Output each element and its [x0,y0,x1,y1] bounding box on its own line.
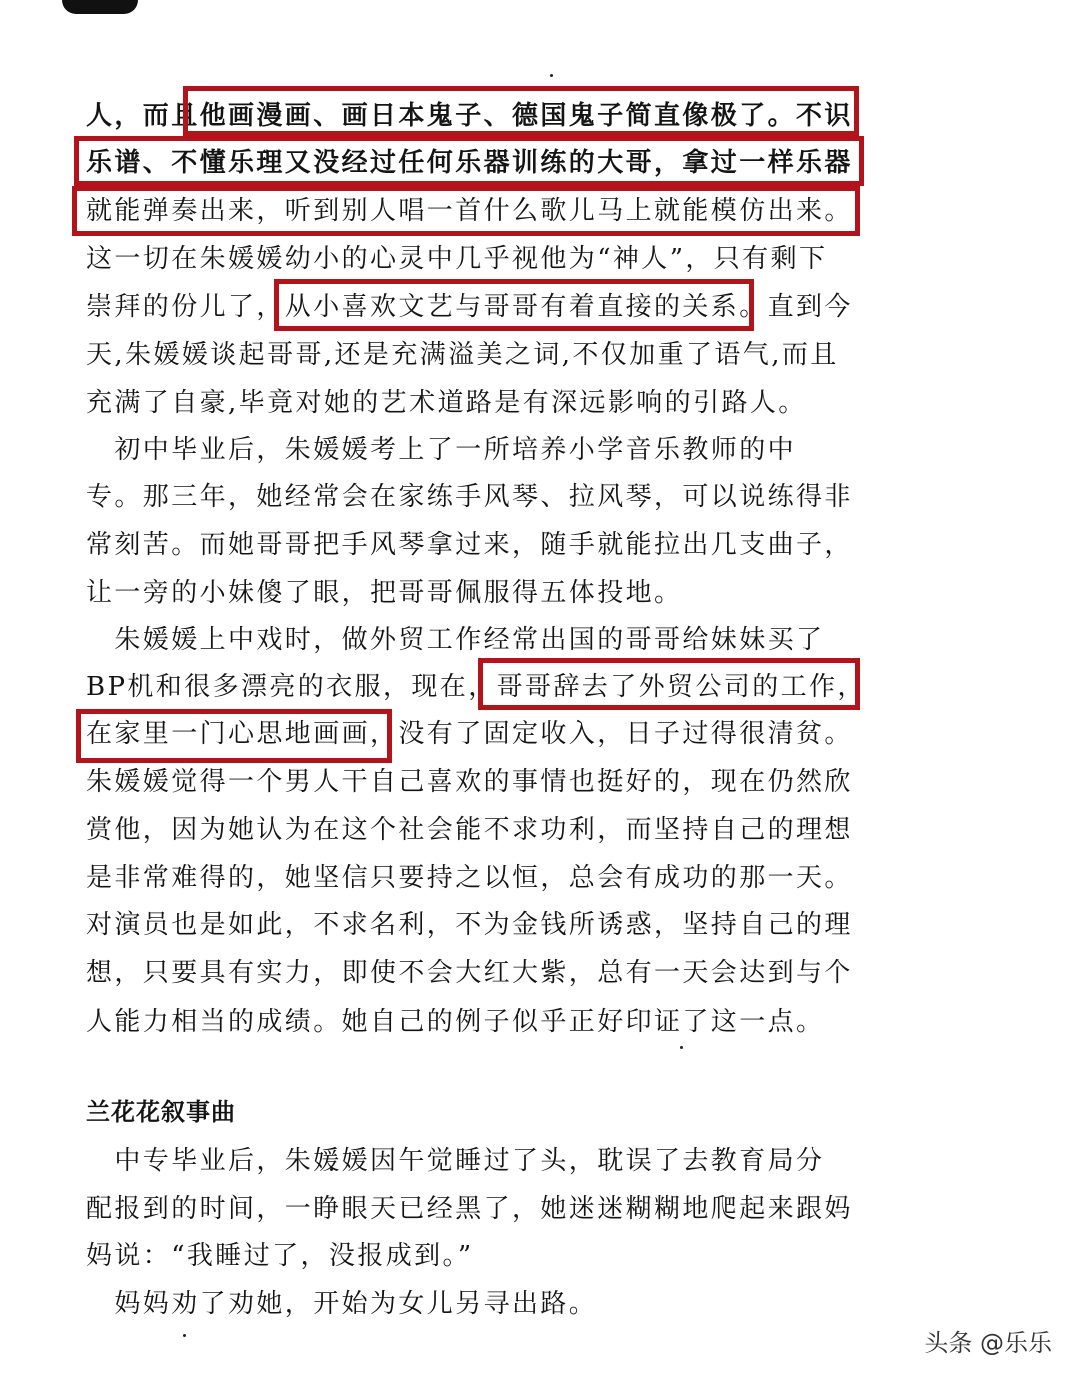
text-line: 乐谱、不懂乐理又没经过任何乐器训练的大哥，拿过一样乐器 [86,148,853,178]
text-line: 专。那三年，她经常会在家练手风琴、拉风琴，可以说练得非 [86,482,853,512]
text-line: 在家里一门心思地画画，没有了固定收入，日子过得很清贫。 [86,719,853,749]
text-line: 想，只要具有实力，即使不会大红大紫，总有一天会达到与个 [86,958,853,988]
scan-speck [680,1046,683,1049]
text-line: BP机和很多漂亮的衣服，现在，哥哥辞去了外贸公司的工作， [86,672,866,702]
text-line: 对演员也是如此，不求名利，不为金钱所诱惑，坚持自己的理 [86,910,853,940]
text-line: 让一旁的小妹傻了眼，把哥哥佩服得五体投地。 [86,578,683,608]
text-line: 配报到的时间，一睁眼天已经黑了，她迷迷糊糊地爬起来跟妈 [86,1194,853,1224]
text-line: 中专毕业后，朱媛媛因午觉睡过了头，耽误了去教育局分 [86,1146,825,1176]
text-line: 崇拜的份儿了，从小喜欢文艺与哥哥有着直接的关系。直到今 [86,292,853,322]
text-line: 赏他，因为她认为在这个社会能不求功利，而坚持自己的理想 [86,815,853,845]
watermark: 头条 @乐乐 [924,1329,1052,1357]
text-line: 人，而且他画漫画、画日本鬼子、德国鬼子简直像极了。不识 [86,101,853,131]
text-line: 朱媛媛上中戏时，做外贸工作经常出国的哥哥给妹妹买了 [86,625,825,655]
text-line: 常刻苦。而她哥哥把手风琴拿过来，随手就能拉出几支曲子， [86,530,853,560]
text-line: 充满了自豪,毕竟对她的艺术道路是有深远影响的引路人。 [86,388,807,418]
text-line: 就能弹奏出来，听到别人唱一首什么歌儿马上就能模仿出来。 [86,196,853,226]
text-line: 天,朱媛媛谈起哥哥,还是充满溢美之词,不仅加重了语气,而且 [86,340,839,370]
text-line: 是非常难得的，她坚信只要持之以恒，总会有成功的那一天。 [86,863,853,893]
section-title: 兰花花叙事曲 [86,1098,236,1126]
scan-speck [550,74,553,77]
text-line: 初中毕业后，朱媛媛考上了一所培养小学音乐教师的中 [86,435,797,465]
scan-speck [183,1334,186,1337]
scan-artifact [62,0,138,14]
text-line: 朱媛媛觉得一个男人干自己喜欢的事情也挺好的，现在仍然欣 [86,767,853,797]
text-line: 妈妈劝了劝她，开始为女儿另寻出路。 [86,1289,598,1319]
text-line: 这一切在朱媛媛幼小的心灵中几乎视他为“神人”，只有剩下 [86,244,828,274]
text-line: 人能力相当的成绩。她自己的例子似乎正好印证了这一点。 [86,1007,825,1037]
text-line: 妈说：“我睡过了，没报成到。” [86,1241,474,1271]
